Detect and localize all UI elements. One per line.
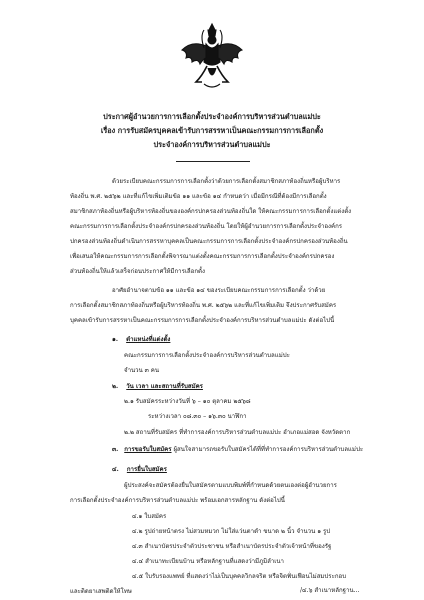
- authority-line: การเลือกตั้งสมาชิกสภาท้องถิ่นหรือผู้บริหารท้องถิ่น พ.ศ. ๒๕๖๒ และที่แก้ไขเพิ่มเติม จึงประกาศรับสมัคร: [70, 302, 337, 309]
- section-3-heading: [112, 446, 363, 454]
- intro-line: สมาชิกสภาท้องถิ่นหรือผู้บริหารท้องถิ่นขององค์กรปกครองส่วนท้องถิ่นใด ให้คณะกรรมการการเลือกตั้งแต่งตั้ง: [70, 208, 352, 215]
- intro-line: ส่วนท้องถิ่นให้แล้วเสร็จก่อนประกาศให้มีการเลือกตั้ง: [70, 268, 205, 275]
- garuda-emblem-icon: [180, 22, 244, 92]
- requirement-item: ๔.๓ สำเนาบัตรประจำตัวประชาชน หรือสำเนาบัตรประจำตัวเจ้าหน้าที่ของรัฐ: [132, 543, 332, 550]
- authority-line: อาศัยอำนาจตามข้อ ๑๑ และข้อ ๑๔ ของระเบียบคณะกรรมการการเลือกตั้ง ว่าด้วย: [112, 287, 326, 294]
- intro-line: ท้องถิ่น พ.ศ. ๒๕๖๒ และที่แก้ไขเพิ่มเติมข้อ ๑๑ และข้อ ๑๔ กำหนดว่า เมื่อมีกรณีที่ต้องมีการเลือกตั้ง: [70, 193, 327, 200]
- intro-line: ด้วยระเบียบคณะกรรมการการเลือกตั้งว่าด้วยการเลือกตั้งสมาชิกสภาท้องถิ่นหรือผู้บริหาร: [112, 178, 341, 185]
- section-1-count: จำนวน ๓ คน: [124, 367, 160, 374]
- announcement-subject: เรื่อง การรับสมัครบุคคลเข้ารับการสรรหาเป็นคณะกรรมการการเลือกตั้ง: [100, 126, 324, 135]
- section-3-text: ผู้สนใจสามารถขอรับใบสมัครได้ที่ที่ทำการองค์การบริหารส่วนตำบลแม่ปะ: [171, 446, 364, 453]
- section-2-dates: ๒.๑ รับสมัครระหว่างวันที่ ๖ – ๑๐ ตุลาคม ๒๕๖๘: [124, 398, 251, 405]
- section-4-intro: การเลือกตั้งประจำองค์การบริหารส่วนตำบลแม่ปะ พร้อมเอกสารหลักฐาน ดังต่อไปนี้: [70, 497, 285, 504]
- announcement-subject-cont: ประจำองค์การบริหารส่วนตำบลแม่ปะ: [153, 140, 271, 149]
- section-4-number: ๔.: [112, 466, 119, 473]
- section-2-number: ๒.: [112, 383, 119, 390]
- intro-line: ปกครองส่วนท้องถิ่นดำเนินการสรรหาบุคคลเป็นคณะกรรมการการเลือกตั้งประจำองค์กรปกครองส่วนท้องถิ่น: [70, 238, 348, 245]
- section-2-heading: [112, 383, 203, 391]
- section-4-title: การยื่นใบสมัคร: [126, 466, 167, 473]
- title-divider: [176, 161, 250, 162]
- requirement-item: ๔.๕ ใบรับรองแพทย์ ที่แสดงว่าไม่เป็นบุคคลวิกลจริต หรือจิตฟั่นเฟือนไม่สมประกอบ: [132, 573, 347, 580]
- section-1-heading: [112, 336, 170, 344]
- section-3-number: ๓.: [112, 446, 119, 453]
- intro-line: คณะกรรมการการเลือกตั้งประจำองค์กรปกครองส่วนท้องถิ่น โดยให้ผู้อำนวยการการเลือกตั้งประจำองค์กร: [70, 223, 343, 230]
- authority-line: บุคคลเข้ารับการสรรหาเป็นคณะกรรมการการเลือกตั้งประจำองค์การบริหารส่วนตำบลแม่ปะ ดังต่อไปนี้: [70, 317, 335, 324]
- requirement-item-cont: และติดยาเสพติดให้โทษ: [70, 588, 132, 595]
- section-1-number: ๑.: [112, 336, 118, 343]
- section-4-intro: ผู้ประสงค์จะสมัครต้องยื่นใบสมัครตามแบบพิมพ์ที่กำหนดด้วยตนเองต่อผู้อำนวยการ: [124, 482, 337, 489]
- section-4-heading: [112, 466, 167, 474]
- requirement-item: ๔.๔ สำเนาทะเบียนบ้าน หรือหลักฐานที่แสดงว่ามีภูมิลำเนา: [132, 558, 284, 565]
- requirement-item: ๔.๑ ใบสมัคร: [132, 513, 167, 520]
- section-2-times: ระหว่างเวลา ๐๘.๓๐ – ๑๖.๓๐ นาฬิกา: [148, 413, 247, 420]
- section-2-place: ๒.๒ สถานที่รับสมัคร ที่ทำการองค์การบริหารส่วนตำบลแม่ปะ อำเภอแม่สอด จังหวัดตาก: [124, 429, 351, 436]
- announcement-title: ประกาศผู้อำนวยการการเลือกตั้งประจำองค์การบริหารส่วนตำบลแม่ปะ: [103, 112, 321, 121]
- section-1-text: คณะกรรมการการเลือกตั้งประจำองค์การบริหารส่วนตำบลแม่ปะ: [124, 352, 290, 359]
- section-1-title: ตำแหน่งที่แต่งตั้ง: [126, 336, 171, 343]
- section-3-title: การขอรับใบสมัคร: [124, 446, 172, 453]
- section-2-title: วัน เวลา และสถานที่รับสมัคร: [126, 383, 203, 390]
- intro-line: เพื่อเสนอให้คณะกรรมการการเลือกตั้งพิจารณาแต่งตั้งคณะกรรมการการเลือกตั้งประจำองค์กรปกครอง: [70, 253, 335, 260]
- requirement-item: ๔.๒ รูปถ่ายหน้าตรง ไม่สวมหมวก ไม่ใส่แว่นตาดำ ขนาด ๒ นิ้ว จำนวน ๑ รูป: [132, 528, 331, 535]
- next-page-indicator: /๔.๖ สำเนาหลักฐาน...: [300, 587, 360, 594]
